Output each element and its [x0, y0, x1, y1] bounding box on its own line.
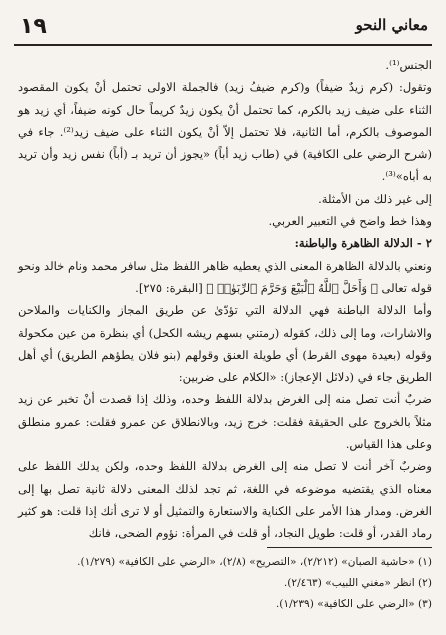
paragraph-intro: الجنس⁽¹⁾.	[385, 58, 432, 72]
footnote-divider	[267, 547, 432, 548]
paragraph-explicit-meaning: ونعني بالدلالة الظاهرة المعنى الذي يعطيه ظاهر اللفظ مثل سافر محمد ونام خالد ونحو قوله تعالى ﴿ وَأَحَلَّ ٱللَّهُ ٱلْبَيْعَ وَحَرَّمَ ٱلرِّبَوٰا۟ ﴾ [البقرة: ٢٧٥].	[18, 258, 432, 295]
page-header	[14, 10, 432, 46]
paragraph-more-examples: إلى غير ذلك من الأمثلة.	[318, 191, 432, 206]
footnote: (١) «حاشية الصبان» (٢/٢١٢)، «التصريح» (٢/٨)، «الرضي على الكافية» (١/٢٧٩).	[77, 556, 432, 568]
paragraph-first-type: ضربٌ أنت تصل منه إلى الغرض بدلالة اللفظ وحده، وذلك إذا قصدت أنْ تخبر عن زيد مثلاً بالخروج على الحقيقة فقلت: خرج زيد، وبالانطلاق عن عمرو فقلت: عمرو منطلق وعلى هذا القياس.	[18, 392, 432, 452]
paragraph-clear-line: وهذا خط واضح في التعبير العربي.	[268, 214, 432, 229]
book-title: معاني النحو	[355, 16, 428, 34]
page-number: ١٩	[20, 14, 47, 39]
paragraph-second-type: وضربٌ آخر أنت لا تصل منه إلى الغرض بدلالة اللفظ وحده، ولكن يدلك اللفظ على معناه الذي يقتضيه موضوعه في اللغة، ثم تجد لذلك المعنى دلالة ثانية تصل بها إلى الغرض. ومدار هذا الأمر على الكناية والاستعارة والتمثيل أو لا ترى أنك إذا قلت: هو كثير رماد القدر، أو قلت: طويل النجاد، أو قلت في المرأة: نؤوم الضحى، فانك	[18, 459, 432, 541]
footnote: (٣) «الرضي على الكافية» (١/٢٣٩).	[275, 598, 432, 610]
footnotes	[18, 552, 432, 615]
section-heading: ٢ - الدلالة الظاهرة والباطنة:	[294, 236, 432, 251]
footnote: (٢) انظر «مغني اللبيب» (٢/٤٦٣).	[283, 577, 432, 589]
body-text	[18, 54, 432, 545]
paragraph-examples: وتقول: (كرم زيدٌ ضيفاً) و(كرم ضيفُ زيد) فالجملة الاولى تحتمل أنْ يكون المقصود الثناء على ضيف زيد بالكرم، كما تحتمل أنْ يكون زيدٌ كريماً حال كونه ضيفاً، أي زيد هو الموصوف بالكرم، أما الثانية، فلا تحتمل إلاّ أنْ يكون الثناء على ضيف زيد⁽²⁾. جاء في (شرح الرضي على الكافية) في (طاب زيد أباً) «يجوز أن تريد بـ (أباً) نفس زيد وأن تريد به أباه»⁽³⁾.	[18, 80, 432, 184]
paragraph-implicit-meaning: وأما الدلالة الباطنة فهي الدلالة التي تؤدّىٰ عن طريق المجاز والكنايات والملاحن والاشارات، وما إلى ذلك، كقوله (رمتني بسهم ريشه الكحل) أي بنظرة من عين مكحولة وقوله (بعيدة مهوى القرط) أي طويلة العنق وقولهم (بنو فلان يطؤهم الطريق) أي أهل الطريق جاء في (دلائل الإعجاز): «الكلام على ضربين:	[18, 303, 432, 385]
